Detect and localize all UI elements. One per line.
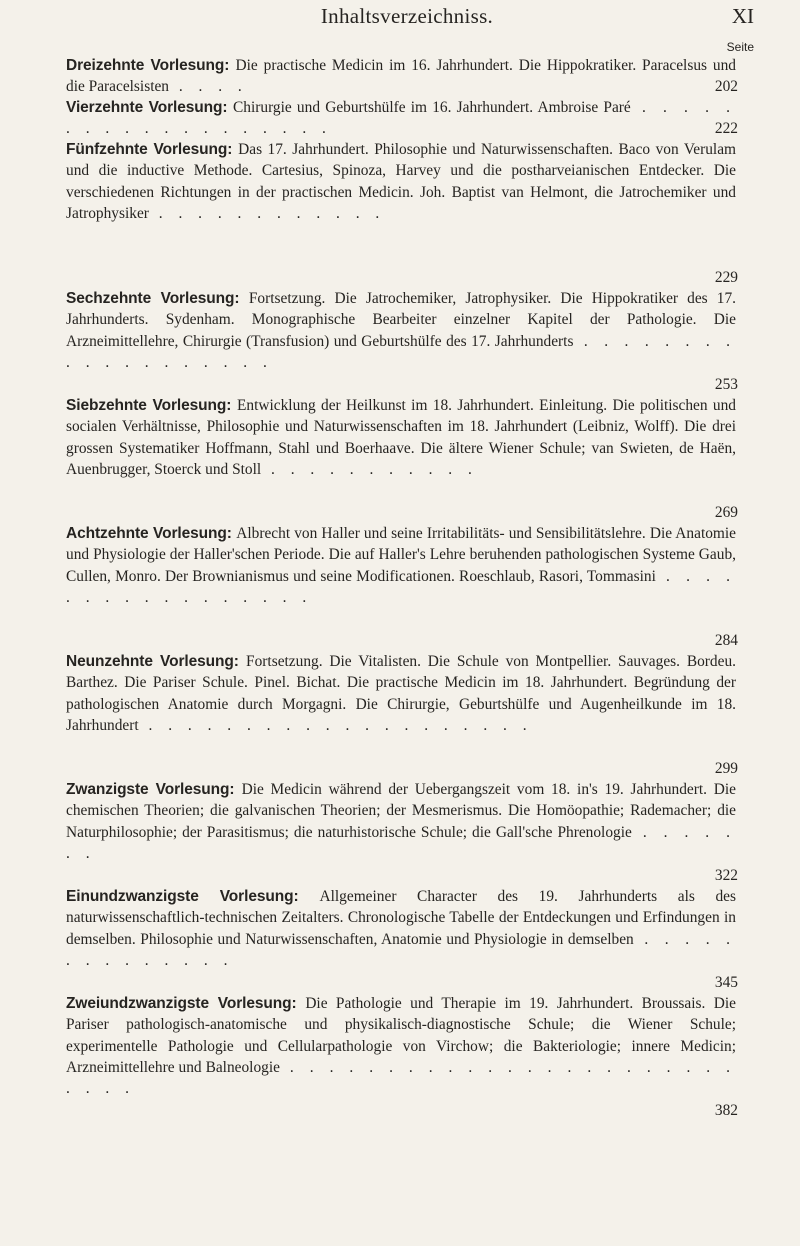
entry-text: Albrecht von Haller und seine Irritabilitäts- und Sensibilitätslehre. Die Anatomie und Physiologie der Haller'schen Periode. Die auf Haller's Lehre beruhenden pathologischen Systeme Gaub, Cullen, Monro. Der Brownianismus und seine Modificationen. Roeschlaub, Rasori, Tommasini [66,525,736,585]
lecture-heading: Zwanzigste Vorlesung: [66,781,242,798]
table-of-contents [64,55,736,1121]
lecture-heading: Achtzehnte Vorlesung: [66,525,237,542]
page-header [60,4,754,34]
entry-text: Chirurgie und Geburtshülfe im 16. Jahrhundert. Ambroise Paré [233,99,631,116]
toc-entry: Sechzehnte Vorlesung: Fortsetzung. Die Jatrochemiker, Jatrophysiker. Die Hippokratiker des 17. Jahrhunderts. Sydenham. Monographische Bearbeiter einzelner Kapitel der Pathologie. Die Arzneimittellehre, Chirurgie (Transfusion) und Geburtshülfe des 17. Jahrhunderts . . . . . . . . . . . . . . . . . . . 253 [64,288,736,395]
toc-entry: Zwanzigste Vorlesung: Die Medicin während der Uebergangszeit vom 18. in's 19. Jahrhundert. Die chemischen Theorien; die galvanischen Theorien; der Mesmerismus. Die Homöopathie; Rademacher; die Naturphilosophie; der Parasitismus; die naturhistorische Schule; die Gall'sche Phrenologie . . . . . . . 322 [64,779,736,886]
entry-page: 284 [714,631,738,649]
entry-text: Allgemeiner Character des 19. Jahrhunderts als des naturwissenschaftlich-technischen Zeitalters. Chronologische Tabelle der Entdeckungen und Erfindungen in demselben. Philosophie und Naturwissenschaften, Anatomie und Physiologie in demselben [66,888,736,948]
lecture-heading: Vierzehnte Vorlesung: [66,99,234,116]
entry-page: 299 [714,759,738,777]
lecture-heading: Neunzehnte Vorlesung: [66,653,247,670]
entry-page: 229 [714,268,738,286]
entry-page: 382 [714,1101,738,1119]
toc-entry: Einundzwanzigste Vorlesung: Allgemeiner Character des 19. Jahrhunderts als des naturwissenschaftlich-technischen Zeitalters. Chronologische Tabelle der Entdeckungen und Erfindungen in demselben. Philosophie und Naturwissenschaften, Anatomie und Physiologie in demselben . . . . . . . . . . . . . . 345 [64,886,736,993]
toc-entry: Siebzehnte Vorlesung: Entwicklung der Heilkunst im 18. Jahrhundert. Einleitung. Die politischen und socialen Verhältnisse, Philosophie und Naturwissenschaften im 18. Jahrhundert (Leibniz, Wolff). Die drei grossen Systematiker Hoffmann, Stahl und Boerhaave. Die ältere Wiener Schule; van Swieten, de Haën, Auenbrugger, Stoerck und Stoll . . . . . . . . . . . 269 [64,395,736,523]
lecture-heading: Fünfzehnte Vorlesung: [66,141,239,158]
toc-entry: Zweiundzwanzigste Vorlesung: Die Pathologie und Therapie im 19. Jahrhundert. Broussais. Die Pariser pathologisch-anatomische und physikalisch-diagnostische Schule; die Wiener Schule; experimentelle Pathologie und Cellularpathologie von Virchow; die Bakteriologie; innere Medicin; Arzneimittellehre und Balneologie . . . . . . . . . . . . . . . . . . . . . . . . . . . 382 [64,993,736,1121]
entry-page: 345 [714,973,738,991]
entry-page: 202 [714,77,738,95]
running-title: Inhaltsverzeichniss. [320,4,494,28]
lecture-heading: Sechzehnte Vorlesung: [66,290,249,307]
toc-entry: Neunzehnte Vorlesung: Fortsetzung. Die Vitalisten. Die Schule von Montpellier. Sauvages. Bordeu. Barthez. Die Pariser Schule. Pinel. Bichat. Die practische Medicin im 18. Jahrhundert. Begründung der pathologischen Anatomie durch Morgagni. Die Chirurgie, Geburtshülfe und Augenheilkunde im 18. Jahrhundert . . . . . . . . . . . . . . . . . . . . 299 [64,651,736,779]
lecture-heading: Zweiundzwanzigste Vorlesung: [66,995,306,1012]
page-number-roman: XI [731,4,754,28]
toc-entry: Achtzehnte Vorlesung: Albrecht von Haller und seine Irritabilitäts- und Sensibilitätslehre. Die Anatomie und Physiologie der Haller'schen Periode. Die auf Haller's Lehre beruhenden pathologischen Systeme Gaub, Cullen, Monro. Der Brownianismus und seine Modificationen. Roeschlaub, Rasori, Tommasini . . . . . . . . . . . . . . . . . 284 [64,523,736,651]
entry-page: 269 [714,503,738,521]
entry-text: Die Medicin während der Uebergangszeit vom 18. in's 19. Jahrhundert. Die chemischen Theorien; die galvanischen Theorien; der Mesmerismus. Die Homöopathie; Rademacher; die Naturphilosophie; der Parasitismus; die naturhistorische Schule; die Gall'sche Phrenologie [66,781,736,841]
toc-entry: Dreizehnte Vorlesung: Die practische Medicin im 16. Jahrhundert. Die Hippokratiker. Paracelsus und die Paracelsisten . . . . 202 [66,57,738,96]
lecture-heading: Siebzehnte Vorlesung: [66,397,238,414]
entry-text: Fortsetzung. Die Vitalisten. Die Schule von Montpellier. Sauvages. Bordeu. Barthez. Die Pariser Schule. Pinel. Bichat. Die practische Medicin im 18. Jahrhundert. Begründung der pathologischen Anatomie durch Morgagni. Die Chirurgie, Geburtshülfe und Augenheilkunde im 18. Jahrhundert [66,653,736,734]
entry-page: 322 [714,866,738,884]
entry-text: Fortsetzung. Die Jatrochemiker, Jatrophysiker. Die Hippokratiker des 17. Jahrhunderts. Sydenham. Monographische Bearbeiter einzelner Kapitel der Pathologie. Die Arzneimittellehre, Chirurgie (Transfusion) und Geburtshülfe des 17. Jahrhunderts [66,290,736,350]
lecture-heading: Dreizehnte Vorlesung: [66,57,236,74]
lecture-heading: Einundzwanzigste Vorlesung: [66,888,320,905]
entry-text: Das 17. Jahrhundert. Philosophie und Naturwissenschaften. Baco von Verulam und die inductive Methode. Cartesius, Spinoza, Harvey und die postharveianischen Entdecker. Die verschiedenen Richtungen in der practischen Medicin. Joh. Baptist van Helmont, die Jatrochemiker und Jatrophysiker [66,141,736,222]
toc-entry: Vierzehnte Vorlesung: Chirurgie und Geburtshülfe im 16. Jahrhundert. Ambroise Paré . . . . . . . . . . . . . . . . . . . 222 [66,99,738,138]
entry-page: 253 [714,375,738,393]
entry-page: 222 [714,119,738,137]
toc-entry: Fünfzehnte Vorlesung: Das 17. Jahrhundert. Philosophie und Naturwissenschaften. Baco von Verulam und die inductive Methode. Cartesius, Spinoza, Harvey und die postharveianischen Entdecker. Die verschiedenen Richtungen in der practischen Medicin. Joh. Baptist van Helmont, die Jatrochemiker und Jatrophysiker . . . . . . . . . . . . 229 [64,139,736,288]
entry-text: Entwicklung der Heilkunst im 18. Jahrhundert. Einleitung. Die politischen und socialen Verhältnisse, Philosophie und Naturwissenschaften im 18. Jahrhundert (Leibniz, Wolff). Die drei grossen Systematiker Hoffmann, Stahl und Boerhaave. Die ältere Wiener Schule; van Swieten, de Haën, Auenbrugger, Stoerck und Stoll [66,397,736,478]
entry-text: Die Pathologie und Therapie im 19. Jahrhundert. Broussais. Die Pariser pathologisch-anatomische und physikalisch-diagnostische Schule; die Wiener Schule; experimentelle Pathologie und Cellularpathologie von Virchow; die Bakteriologie; innere Medicin; Arzneimittellehre und Balneologie [66,995,736,1076]
seite-label: Seite [726,40,754,54]
entry-text: Die practische Medicin im 16. Jahrhundert. Die Hippokratiker. Paracelsus und die Paracelsisten [66,57,736,96]
